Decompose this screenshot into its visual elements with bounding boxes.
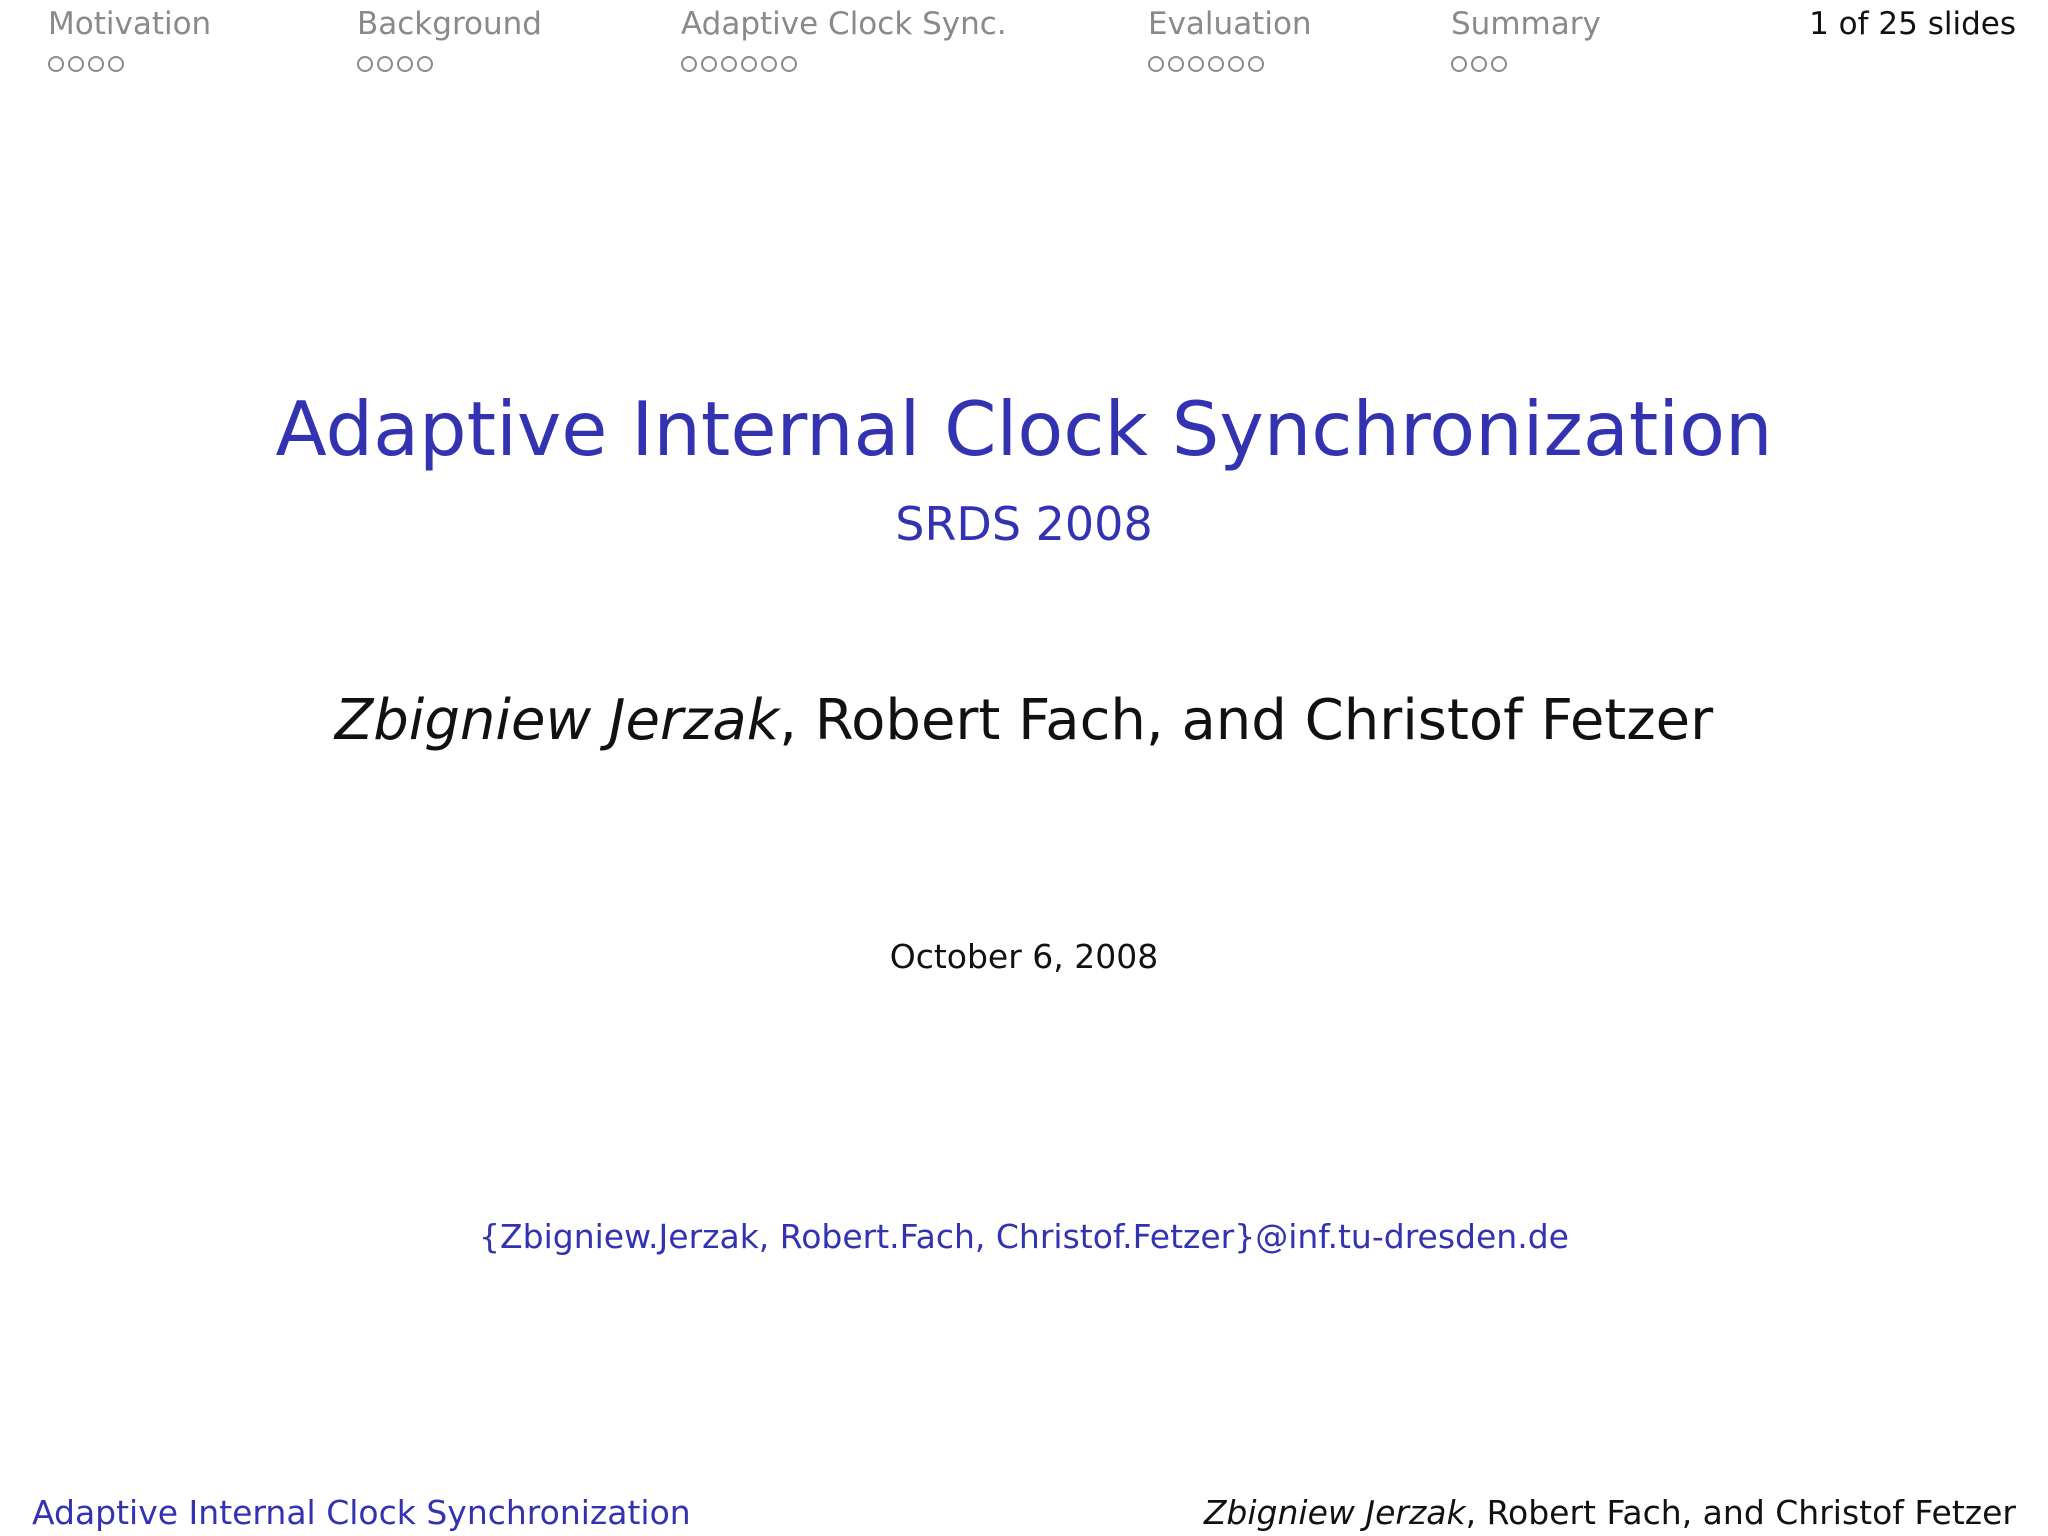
- subsection-dot[interactable]: [1188, 56, 1204, 72]
- subsection-dot[interactable]: [741, 56, 757, 72]
- nav-section-label: Background: [357, 6, 542, 42]
- subsection-dot[interactable]: [1208, 56, 1224, 72]
- subsection-dot[interactable]: [1248, 56, 1264, 72]
- nav-section-label: Adaptive Clock Sync.: [681, 6, 1007, 42]
- subsection-dot[interactable]: [68, 56, 84, 72]
- footer-title: Adaptive Internal Clock Synchronization: [32, 1493, 691, 1532]
- nav-section-adaptive-clock-sync[interactable]: [681, 6, 1007, 72]
- subsection-dot[interactable]: [108, 56, 124, 72]
- nav-section-summary[interactable]: [1451, 6, 1601, 72]
- co-authors: , Robert Fach, and Christof Fetzer: [779, 688, 1714, 753]
- nav-section-background[interactable]: [357, 6, 542, 72]
- presentation-date: October 6, 2008: [889, 937, 1159, 976]
- slide-counter: 1 of 25 slides: [1809, 6, 2016, 42]
- presentation-title: Adaptive Internal Clock Synchronization: [275, 385, 1773, 473]
- presenter-name: Zbigniew Jerzak: [334, 688, 780, 753]
- nav-section-label: Motivation: [48, 6, 212, 42]
- subsection-dot[interactable]: [88, 56, 104, 72]
- presentation-subtitle: SRDS 2008: [895, 497, 1153, 551]
- nav-section-label: Evaluation: [1148, 6, 1312, 42]
- nav-dots: [681, 56, 1007, 72]
- subsection-dot[interactable]: [1451, 56, 1467, 72]
- subsection-dot[interactable]: [48, 56, 64, 72]
- subsection-dot[interactable]: [417, 56, 433, 72]
- nav-dots: [1451, 56, 1601, 72]
- footer-co-authors: , Robert Fach, and Christof Fetzer: [1465, 1493, 2016, 1532]
- subsection-dot[interactable]: [377, 56, 393, 72]
- nav-dots: [1148, 56, 1312, 72]
- nav-dots: [357, 56, 542, 72]
- subsection-dot[interactable]: [1471, 56, 1487, 72]
- footer-presenter-name: Zbigniew Jerzak: [1203, 1493, 1466, 1532]
- subsection-dot[interactable]: [1168, 56, 1184, 72]
- footer-authors: [1204, 1493, 2016, 1532]
- subsection-dot[interactable]: [1491, 56, 1507, 72]
- nav-dots: [48, 56, 211, 72]
- author-emails: {Zbigniew.Jerzak, Robert.Fach, Christof.Fetzer}@inf.tu-dresden.de: [479, 1217, 1569, 1256]
- subsection-dot[interactable]: [781, 56, 797, 72]
- subsection-dot[interactable]: [357, 56, 373, 72]
- subsection-dot[interactable]: [701, 56, 717, 72]
- subsection-dot[interactable]: [761, 56, 777, 72]
- nav-section-evaluation[interactable]: [1148, 6, 1312, 72]
- subsection-dot[interactable]: [397, 56, 413, 72]
- nav-section-motivation[interactable]: [48, 6, 211, 72]
- subsection-dot[interactable]: [681, 56, 697, 72]
- subsection-dot[interactable]: [721, 56, 737, 72]
- author-list: [0, 688, 2048, 753]
- subsection-dot[interactable]: [1228, 56, 1244, 72]
- nav-section-label: Summary: [1451, 6, 1601, 42]
- subsection-dot[interactable]: [1148, 56, 1164, 72]
